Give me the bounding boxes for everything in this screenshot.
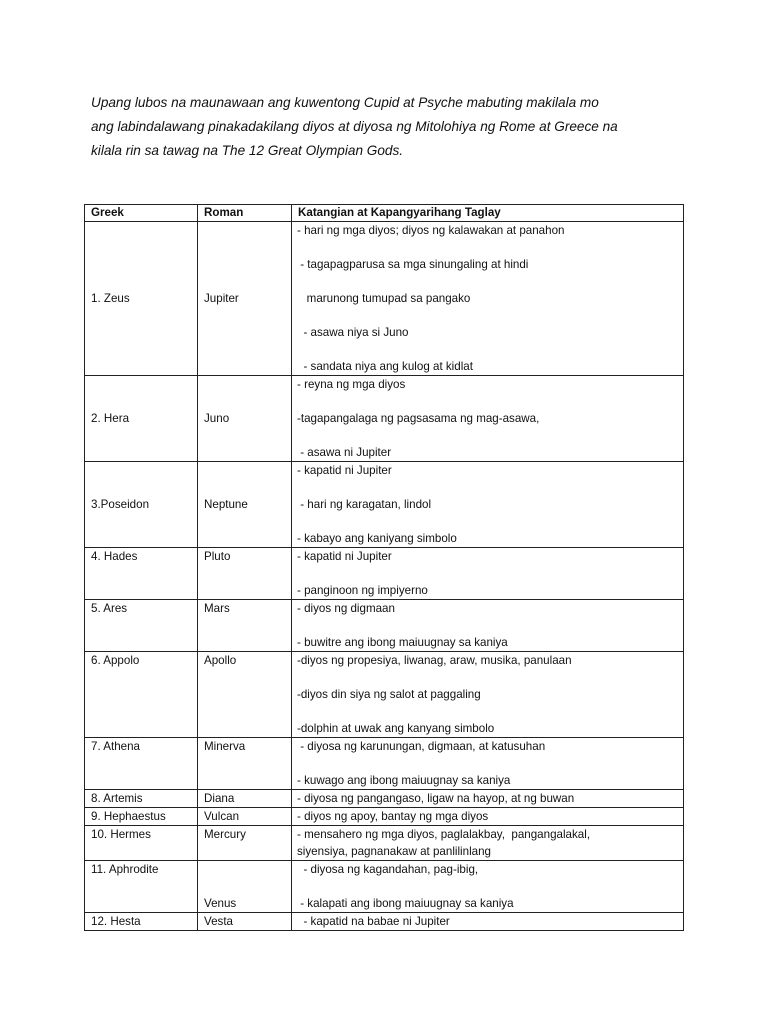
trait-line: - kalapati ang ibong maiuugnay sa kaniya [297,897,514,910]
table-row [85,808,684,826]
trait-line: - panginoon ng impiyerno [297,584,428,597]
greek-name-cell: 8. Artemis [85,790,198,808]
roman-name-cell: Mercury [198,826,292,861]
roman-name-cell: Mars [198,600,292,652]
table-row [85,738,684,790]
greek-name-cell: 10. Hermes [85,826,198,861]
trait-line: - buwitre ang ibong maiuugnay sa kaniya [297,636,508,649]
trait-line [297,341,677,358]
trait-line: siyensiya, pagnanakaw at panlilinlang [297,845,492,858]
header-greek: Greek [85,205,198,222]
trait-line: - mensahero ng mga diyos, paglalakbay, pangangalakal, [297,828,591,841]
trait-line [297,427,677,444]
greek-name-cell: 9. Hephaestus [85,808,198,826]
table-row [85,548,684,600]
intro-line: ang labindalawang pinakadakilang diyos at diyosa ng Mitolohiya ng Rome at Greece na [91,119,618,134]
trait-line: marunong tumupad sa pangako [297,292,471,305]
intro-line: Upang lubos na maunawaan ang kuwentong Cupid at Psyche mabuting makilala mo [91,95,599,110]
trait-line: -tagapangalaga ng pagsasama ng mag-asawa, [297,412,540,425]
trait-line: - diyosa ng pangangaso, ligaw na hayop, at ng buwan [297,792,575,805]
roman-name-cell: Vesta [198,913,292,931]
traits-cell [292,462,684,548]
traits-cell [292,808,684,826]
greek-name-cell: 12. Hesta [85,913,198,931]
trait-line: - diyosa ng karunungan, digmaan, at katusuhan [297,740,546,753]
gods-table [84,204,684,931]
table-row [85,462,684,548]
greek-name-cell: 6. Appolo [85,652,198,738]
greek-name-cell: 2. Hera [85,376,198,462]
trait-line: - kapatid ni Jupiter [297,464,392,477]
roman-name-cell: Juno [198,376,292,462]
traits-cell [292,826,684,861]
trait-line: - kabayo ang kaniyang simbolo [297,532,457,545]
traits-cell [292,548,684,600]
greek-name-cell: 4. Hades [85,548,198,600]
trait-line [297,273,677,290]
trait-line: - kapatid na babae ni Jupiter [297,915,450,928]
table-row [85,790,684,808]
table-row [85,222,684,376]
trait-line: - hari ng mga diyos; diyos ng kalawakan at panahon [297,224,565,237]
trait-line: - diyosa ng kagandahan, pag-ibig, [297,863,479,876]
trait-line [297,479,677,496]
trait-line: - kuwago ang ibong maiuugnay sa kaniya [297,774,511,787]
greek-name-cell: 7. Athena [85,738,198,790]
roman-name-cell: Jupiter [198,222,292,376]
table-row [85,652,684,738]
greek-name-cell: 1. Zeus [85,222,198,376]
trait-line: - kapatid ni Jupiter [297,550,392,563]
trait-line: - asawa niya si Juno [297,326,409,339]
traits-cell [292,790,684,808]
traits-cell [292,652,684,738]
table-body [85,222,684,931]
table-row [85,376,684,462]
greek-name-cell: 5. Ares [85,600,198,652]
table-row [85,861,684,913]
roman-name-cell: Venus [198,861,292,913]
roman-name-cell: Minerva [198,738,292,790]
trait-line: - diyos ng digmaan [297,602,395,615]
roman-name-cell: Neptune [198,462,292,548]
trait-line [297,239,677,256]
table-row [85,826,684,861]
traits-cell [292,222,684,376]
intro-paragraph [91,91,691,163]
trait-line [297,393,677,410]
trait-line: -dolphin at uwak ang kanyang simbolo [297,722,495,735]
intro-line: kilala rin sa tawag na The 12 Great Olympian Gods. [91,143,404,158]
trait-line [297,617,677,634]
traits-cell [292,600,684,652]
trait-line [297,513,677,530]
traits-cell [292,861,684,913]
header-traits: Katangian at Kapangyarihang Taglay [292,205,684,222]
roman-name-cell: Apollo [198,652,292,738]
table-row [85,600,684,652]
table-header [85,205,684,222]
traits-cell [292,738,684,790]
header-roman: Roman [198,205,292,222]
trait-line: -diyos ng propesiya, liwanag, araw, musika, panulaan [297,654,572,667]
trait-line [297,307,677,324]
greek-name-cell: 3.Poseidon [85,462,198,548]
trait-line: -diyos din siya ng salot at paggaling [297,688,481,701]
trait-line [297,878,677,895]
trait-line: - sandata niya ang kulog at kidlat [297,360,473,373]
greek-name-cell: 11. Aphrodite [85,861,198,913]
trait-line: - tagapagparusa sa mga sinungaling at hindi [297,258,529,271]
header-row [85,205,684,222]
trait-line: - diyos ng apoy, bantay ng mga diyos [297,810,489,823]
traits-cell [292,913,684,931]
table-row [85,913,684,931]
trait-line [297,669,677,686]
trait-line [297,565,677,582]
roman-name-cell: Vulcan [198,808,292,826]
trait-line: - asawa ni Jupiter [297,446,392,459]
roman-name-cell: Pluto [198,548,292,600]
trait-line: - hari ng karagatan, lindol [297,498,432,511]
trait-line [297,703,677,720]
roman-name-cell: Diana [198,790,292,808]
trait-line: - reyna ng mga diyos [297,378,406,391]
trait-line [297,755,677,772]
traits-cell [292,376,684,462]
